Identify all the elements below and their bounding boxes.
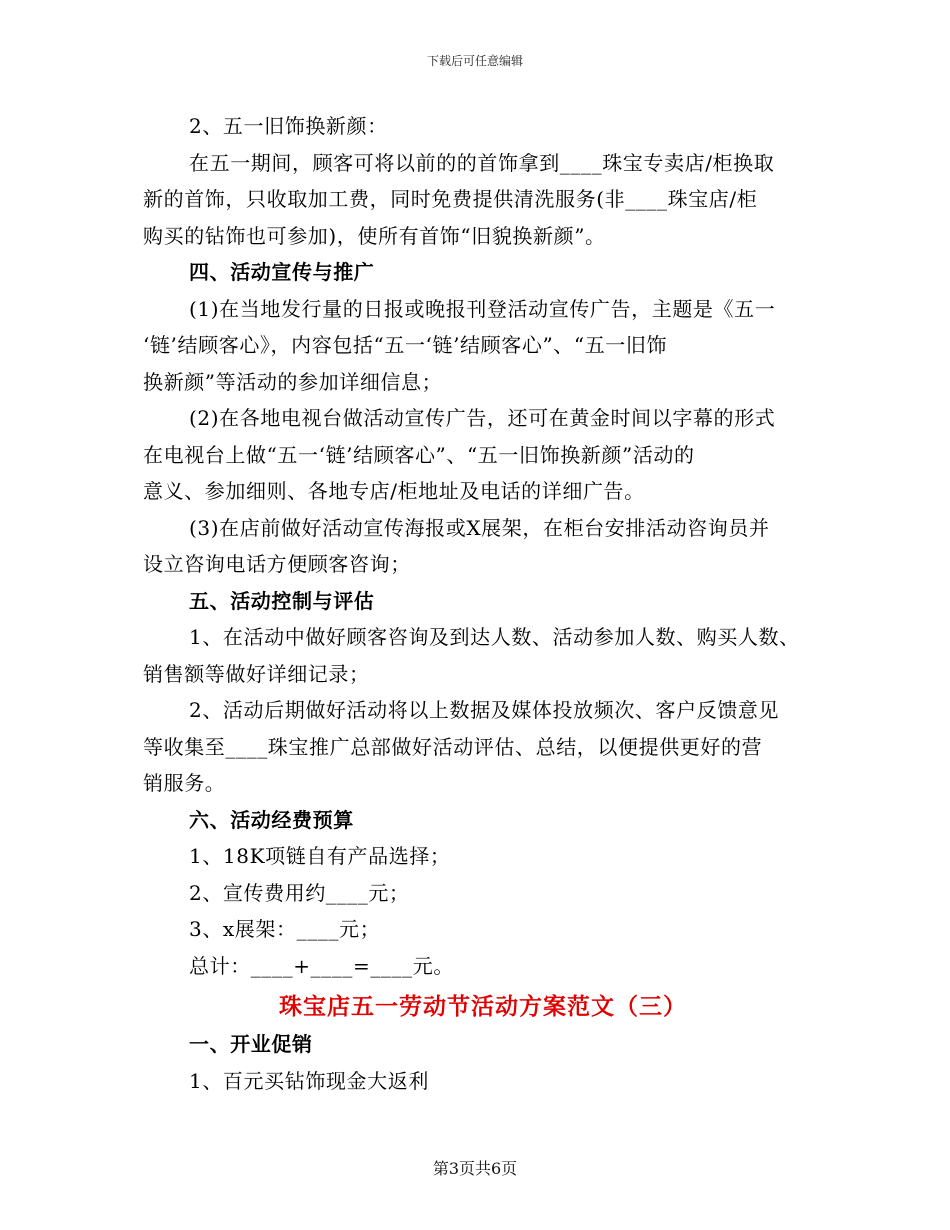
paragraph-line: 总计：____+____=____元。 — [189, 953, 454, 978]
page-header: 下载后可任意编辑 — [426, 54, 523, 68]
document-body — [143, 108, 823, 1099]
paragraph-line: 销服务。 — [143, 771, 226, 795]
paragraph-line: 3、x展架：____元； — [189, 917, 381, 941]
paragraph-line: 1、百元买钻饰现金大返利 — [189, 1068, 429, 1093]
paragraph-line: 换新颜”等活动的参加详细信息； — [143, 369, 443, 394]
paragraph-line: 购买的钻饰也可参加)，使所有首饰“旧貌换新颜”。 — [143, 223, 606, 248]
paragraph-line: 1、在活动中做好顾客咨询及到达人数、活动参加人数、购买人数、 — [189, 625, 800, 649]
paragraph-line: 2、活动后期做好活动将以上数据及媒体投放频次、客户反馈意见 — [189, 698, 780, 722]
section-title: 珠宝店五一劳动节活动方案范文（三） — [279, 993, 687, 1020]
section-heading: 六、活动经费预算 — [189, 807, 354, 832]
paragraph-line: (1)在当地发行量的日报或晚报刊登活动宣传广告，主题是《五一 — [189, 296, 776, 321]
body-text-after-title — [143, 1026, 823, 1099]
section-heading: 四、活动宣传与推广 — [189, 260, 375, 284]
paragraph-line: 设立咨询电话方便顾客咨询； — [143, 552, 411, 576]
paragraph-line: (2)在各地电视台做活动宣传广告，还可在黄金时间以字幕的形式 — [189, 406, 776, 430]
paragraph-line: 1、18K项链自有产品选择； — [189, 844, 451, 868]
paragraph-line: 在电视台上做“五一‘链’结顾客心”、“五一旧饰换新颜”活动的 — [143, 442, 695, 467]
paragraph-line: 新的首饰，只收取加工费，同时免费提供清洗服务(非____珠宝店/柜 — [143, 187, 758, 211]
page-footer: 第3页共6页 — [432, 1159, 518, 1178]
paragraph-line: 等收集至____珠宝推广总部做好活动评估、总结，以便提供更好的营 — [143, 734, 763, 759]
paragraph-line: 销售额等做好详细记录； — [143, 661, 370, 686]
section-heading: 五、活动控制与评估 — [189, 588, 375, 613]
paragraph-line: 在五一期间，顾客可将以前的的首饰拿到____珠宝专卖店/柜换取 — [189, 150, 775, 175]
paragraph-line: 2、宣传费用约____元； — [189, 880, 410, 905]
paragraph-line: 2、五一旧饰换新颜： — [189, 114, 388, 138]
body-text-before-title — [143, 108, 823, 984]
paragraph-line: (3)在店前做好活动宣传海报或X展架，在柜台安排活动咨询员并 — [189, 515, 770, 540]
paragraph-line: ‘链’结顾客心》，内容包括“五一‘链’结顾客心”、“五一旧饰 — [143, 333, 668, 357]
paragraph-line: 意义、参加细则、各地专店/柜地址及电话的详细广告。 — [143, 479, 645, 503]
section-heading: 一、开业促销 — [189, 1032, 313, 1056]
